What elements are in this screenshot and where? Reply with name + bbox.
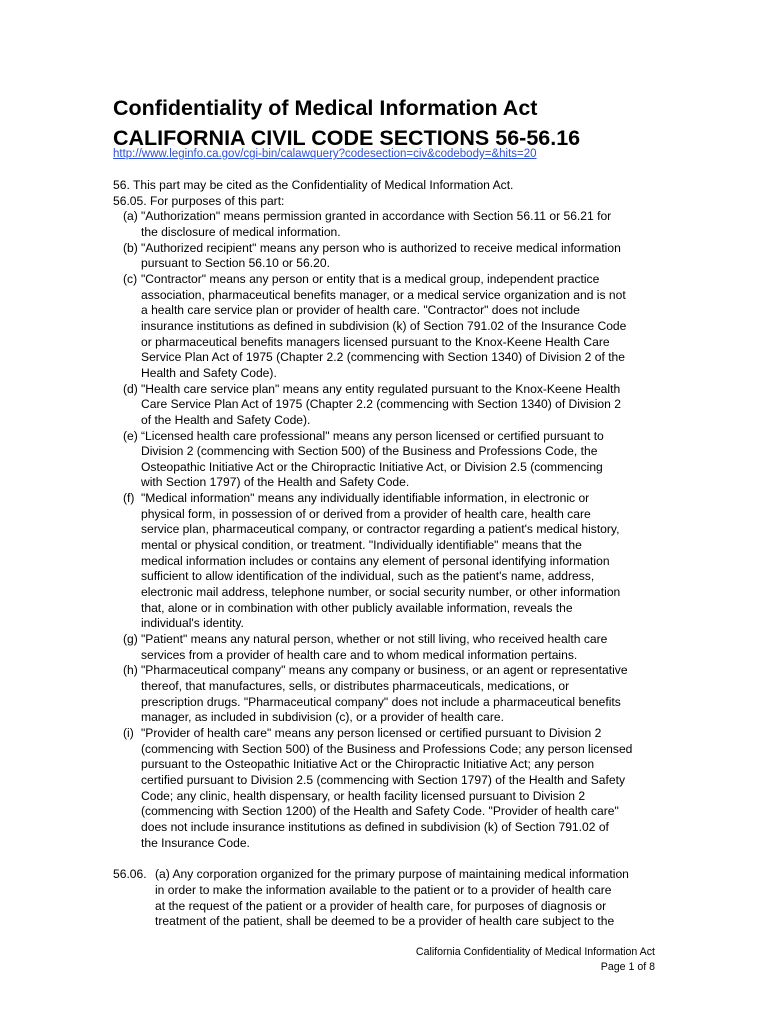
definition-line: Code; any clinic, health dispensary, or health facility licensed pursuant to Division 2 (141, 788, 586, 803)
definition-line: pursuant to the Osteopathic Initiative Act or the Chiropractic Initiative Act; any person (141, 757, 595, 772)
footer-doc-title: California Confidentiality of Medical Information Act (415, 946, 655, 958)
title-line-1: Confidentiality of Medical Information Act (113, 96, 538, 120)
definition-line: the Insurance Code. (141, 835, 250, 850)
footer-page-number: Page 1 of 8 (600, 961, 655, 973)
definition-line: services from a provider of health care and to whom medical information pertains. (141, 647, 578, 662)
definition-line: "Patient" means any natural person, whether or not still living, who received health care (141, 632, 608, 647)
definition-line: a health care service plan or provider of health care. "Contractor" does not include (141, 303, 580, 318)
definition-label: (i) (123, 725, 134, 740)
section-56-06 (113, 867, 658, 930)
definition-line: prescription drugs. "Pharmaceutical company" does not include a pharmaceutical benefits (141, 694, 621, 709)
definition-line: of the Health and Safety Code). (141, 412, 311, 427)
definition-line: with Section 1797) of the Health and Safety Code. (141, 475, 410, 490)
definition-line: pursuant to Section 56.10 or 56.20. (141, 256, 330, 271)
definition-line: Division 2 (commencing with Section 500) of the Business and Professions Code, the (141, 444, 598, 459)
definition-line: "Authorized recipient" means any person who is authorized to receive medical information (141, 240, 621, 255)
definition-line: physical form, in possession of or derived from a provider of health care, health care (141, 506, 591, 521)
definition-label: (f) (123, 491, 135, 506)
definition-list (113, 209, 658, 851)
definition-line: that, alone or in combination with other publicly available information, reveals the (141, 600, 573, 615)
definition-line: thereof, that manufactures, sells, or distributes pharmaceuticals, medications, or (141, 679, 570, 693)
definition-item (113, 272, 658, 382)
definition-item (113, 663, 658, 726)
definition-line: electronic mail address, telephone number, or social security number, or other information (141, 585, 621, 600)
definition-line: association, pharmaceutical benefits manager, or a medical service organization and is not (141, 287, 626, 302)
definition-line: "Contractor" means any person or entity that is a medical group, independent practice (141, 271, 600, 286)
section-text (155, 867, 658, 930)
definition-line: manager, as included in subdivision (c), or a provider of health care. (141, 710, 505, 725)
definition-line: (commencing with Section 1200) of the Health and Safety Code. "Provider of health care" (141, 804, 619, 819)
section-line: in order to make the information available to the patient or to a provider of health care (155, 882, 612, 897)
definition-line: certified pursuant to Division 2.5 (commencing with Section 1797) of the Health and Safety (141, 772, 626, 787)
definition-label: (h) (123, 663, 138, 678)
definition-item (113, 632, 658, 663)
definition-line: "Provider of health care" means any person licensed or certified pursuant to Division 2 (141, 725, 602, 740)
section-gap (113, 851, 658, 867)
definition-line: insurance institutions as defined in subdivision (k) of Section 791.02 of the Insurance Code (141, 318, 627, 333)
definition-line: medical information includes or contains any element of personal identifying information (141, 553, 610, 568)
section-line: treatment of the patient, shall be deemed to be a provider of health care subject to the (155, 914, 615, 929)
definition-line: sufficient to allow identification of the individual, such as the patient's name, address, (141, 569, 595, 584)
definition-line: (commencing with Section 500) of the Business and Professions Code; any person licensed (141, 741, 633, 756)
definition-line: Service Plan Act of 1975 (Chapter 2.2 (commencing with Section 1340) of Division 2 of the (141, 350, 626, 365)
document-title (113, 93, 580, 153)
definition-item (113, 241, 658, 272)
definition-line: service plan, pharmaceutical company, or contractor regarding a patient's medical history, (141, 522, 620, 537)
definition-line: "Authorization" means permission granted in accordance with Section 56.11 or 56.21 for (141, 209, 612, 224)
definition-line: individual's identity. (141, 616, 244, 631)
section-56: 56. This part may be cited as the Confidentiality of Medical Information Act. (113, 178, 514, 192)
definition-line: mental or physical condition, or treatment. "Individually identifiable" means that the (141, 538, 582, 553)
section-number: 56.06. (113, 867, 147, 882)
definition-item (113, 209, 658, 240)
definition-line: "Pharmaceutical company" means any company or business, or an agent or representative (141, 663, 628, 678)
definition-label: (b) (123, 240, 138, 255)
definition-line: "Medical information" means any individually identifiable information, in electronic or (141, 491, 590, 506)
definition-line: Care Service Plan Act of 1975 (Chapter 2.2 (commencing with Section 1340) of Division 2 (141, 397, 621, 412)
source-link[interactable]: http://www.leginfo.ca.gov/cgi-bin/calawquery?codesection=civ&codebody=&hits=20 (113, 148, 537, 160)
definition-line: the disclosure of medical information. (141, 224, 341, 239)
section-line: at the request of the patient or a provider of health care, for purposes of diagnosis or (155, 898, 607, 913)
definition-label: (c) (123, 271, 138, 286)
title-line-2: CALIFORNIA CIVIL CODE SECTIONS 56-56.16 (113, 126, 581, 150)
page-footer (416, 945, 655, 975)
definition-line: "Health care service plan" means any entity regulated pursuant to the Knox-Keene Health (141, 381, 621, 396)
definition-label: (g) (123, 632, 138, 647)
section-line: (a) Any corporation organized for the primary purpose of maintaining medical information (155, 867, 629, 882)
definition-line: or pharmaceutical benefits managers licensed pursuant to the Knox-Keene Health Care (141, 334, 610, 349)
definition-item (113, 491, 658, 632)
definition-line: does not include insurance institutions as defined in subdivision (k) of Section 791.02 of (141, 819, 609, 834)
definition-item (113, 726, 658, 851)
definition-label: (e) (123, 428, 138, 443)
definition-label: (a) (123, 209, 138, 224)
definition-item (113, 429, 658, 492)
definition-line: Osteopathic Initiative Act or the Chiropractic Initiative Act, or Division 2.5 (commencing (141, 459, 603, 474)
definition-line: Health and Safety Code). (141, 365, 277, 380)
definition-label: (d) (123, 381, 138, 396)
definition-item (113, 382, 658, 429)
document-body (113, 178, 658, 930)
section-56-05: 56.05. For purposes of this part: (113, 193, 285, 208)
definition-line: “Licensed health care professional" means any person licensed or certified pursuant to (141, 428, 604, 443)
